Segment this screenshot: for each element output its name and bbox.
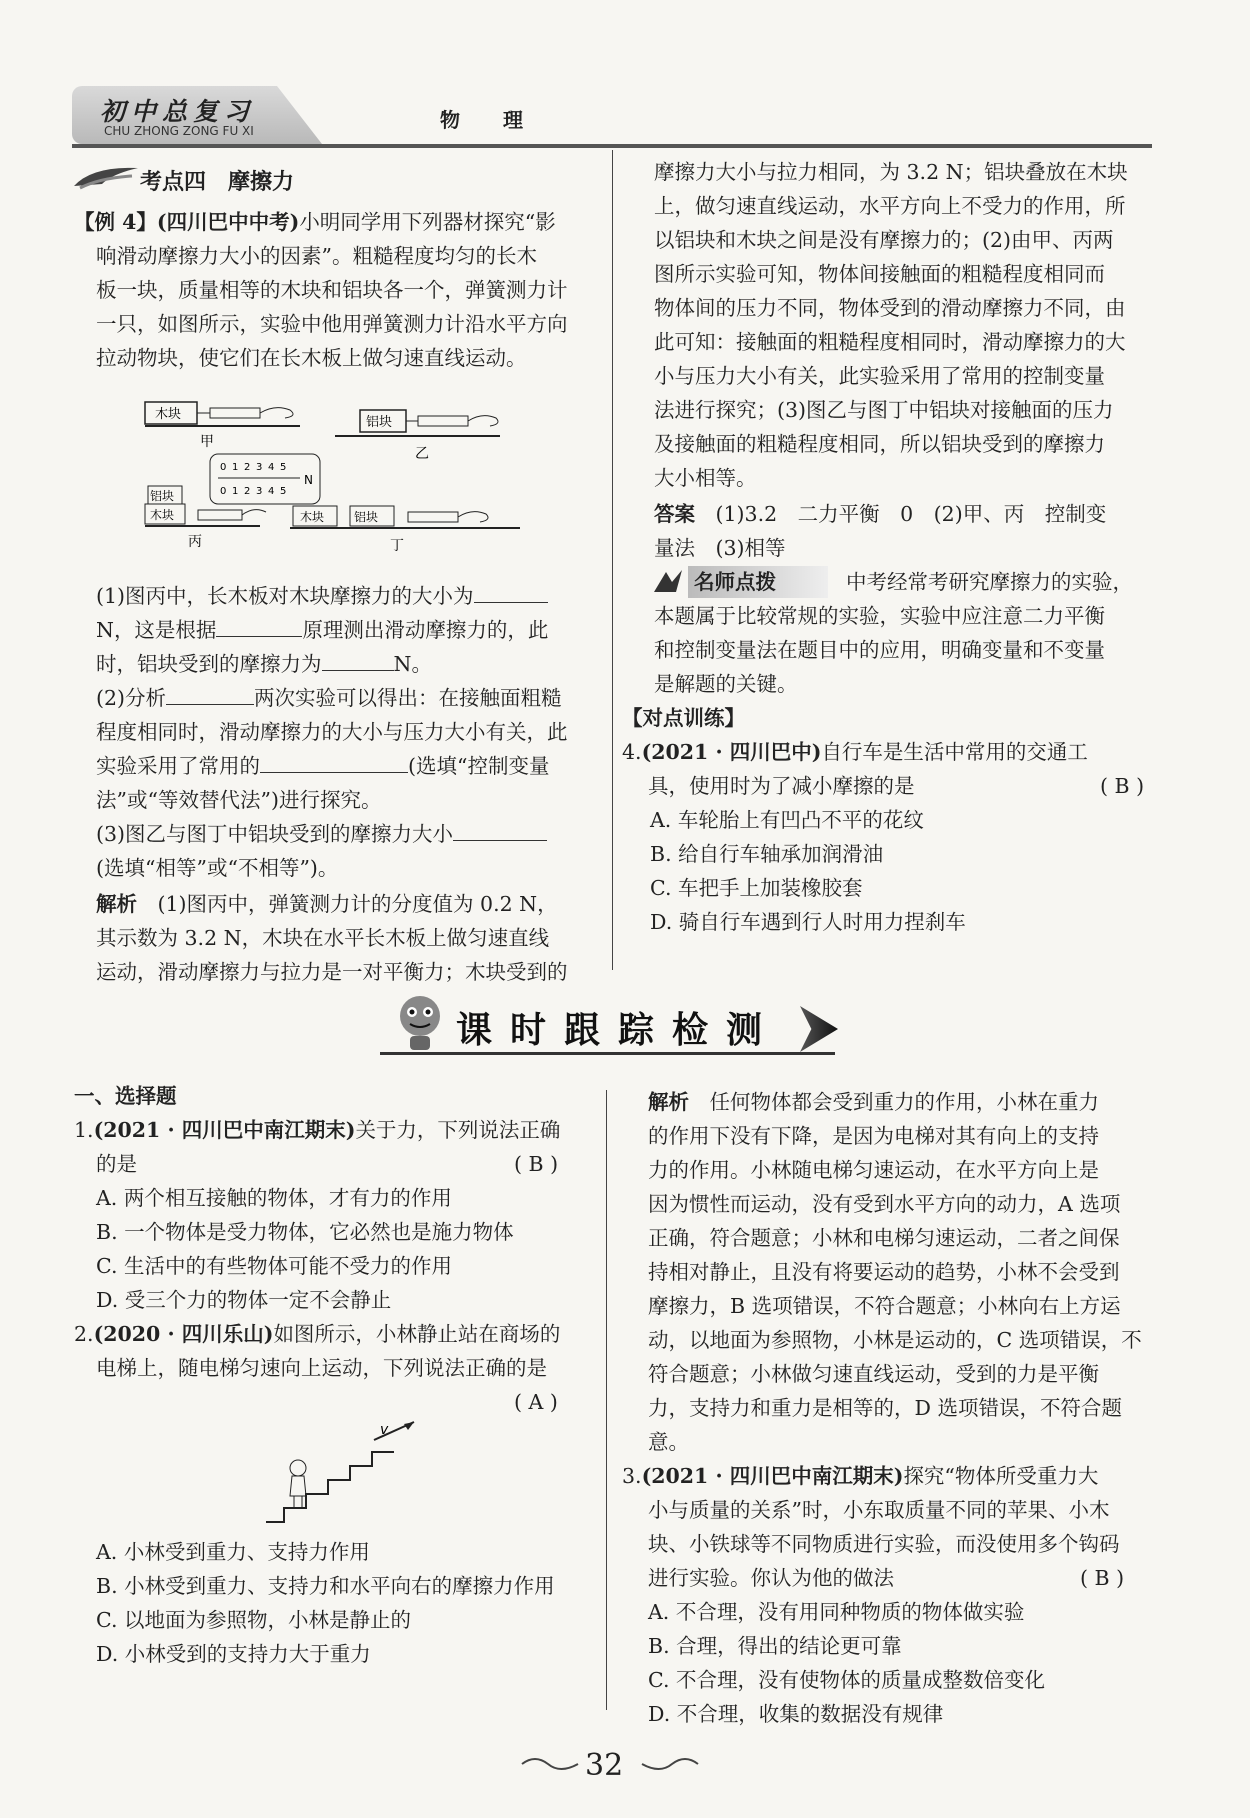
option: B. 一个物体是受力物体，它必然也是施力物体 [96,1220,514,1244]
answer-choice: ( B ) [514,1152,559,1176]
analysis: 解析 (1)图丙中，弹簧测力计的分度值为 0.2 N， [96,892,558,916]
analysis: 大小相等。 [654,466,757,490]
analysis: 的作用下没有下降，是因为电梯对其有向上的支持 [648,1124,1099,1148]
spring-scale [210,408,260,418]
analysis: 此可知：接触面的粗糙程度相同时，滑动摩擦力的大 [654,330,1126,354]
subject-title: 物 理 [440,108,541,132]
option: B. 小林受到重力、支持力和水平向右的摩擦力作用 [96,1574,555,1598]
svg-text:2: 2 [244,486,251,497]
analysis: 因为惯性而运动，没有受到水平方向的动力，A 选项 [648,1192,1121,1216]
option: D. 骑自行车遇到行人时用力捏刹车 [650,910,966,934]
svg-text:乙: 乙 [415,446,429,462]
question-2: (2)分析 两次实验可以得出：在接触面粗糙 [96,682,562,715]
question-3: (选填“相等”或“不相等”)。 [96,856,339,880]
analysis: 及接触面的粗糙程度相同，所以铝块受到的摩擦力 [654,432,1105,456]
ornament-left-icon [520,1752,580,1776]
svg-text:v: v [380,1422,389,1438]
pen-icon [72,162,142,192]
ornament-right-icon [640,1752,700,1776]
svg-text:3: 3 [256,462,263,473]
tips-text: 本题属于比较常规的实验，实验中应注意二力平衡 [654,604,1105,628]
column-divider [606,1090,607,1710]
analysis: 正确，符合题意；小林和电梯匀速运动，二者之间保 [648,1226,1120,1250]
exercise-question-3: 3.(2021 · 四川巴中南江期末)探究“物体所受重力大 [622,1464,1099,1488]
svg-text:丁: 丁 [390,538,404,554]
option: C. 生活中的有些物体可能不受力的作用 [96,1254,452,1278]
answer-choice: ( A ) [514,1390,558,1414]
answer-choice: ( B ) [1100,774,1145,798]
training-question: 4.(2021 · 四川巴中)自行车是生活中常用的交通工 [622,740,1088,764]
training-label: 【对点训练】 [622,706,745,730]
exercise-question-1: 的是 [96,1152,137,1176]
tips-text: 是解题的关键。 [654,672,798,696]
question-1: (1)图丙中，长木板对木块摩擦力的大小为 [96,580,548,613]
question-2: 法”或“等效替代法”)进行探究。 [96,788,382,812]
mascot-icon [390,990,450,1056]
option: B. 合理，得出的结论更可靠 [648,1634,902,1658]
svg-text:0: 0 [220,462,227,473]
exercise-question-3: 块、小铁球等不同物质进行实验，而没使用多个钩码 [648,1532,1120,1556]
question-3: (3)图乙与图丁中铝块受到的摩擦力大小 [96,818,547,851]
svg-text:铝块: 铝块 [354,510,379,524]
analysis: 意。 [648,1430,689,1454]
example-text: 一只，如图所示，实验中他用弹簧测力计沿水平方向 [96,312,568,336]
exercise-question-2: 2.(2020 · 四川乐山)如图所示，小林静止站在商场的 [74,1322,561,1346]
tips-text: 和控制变量法在题目中的应用，明确变量和不变量 [654,638,1105,662]
escalator-figure [264,1420,424,1526]
exercise-question-1: 1.(2021 · 四川巴中南江期末)关于力，下列说法正确 [74,1118,561,1142]
answer: 量法 (3)相等 [654,536,786,560]
analysis: 摩擦力，B 选项错误，不符合题意；小林向右上方运 [648,1294,1121,1318]
analysis: 解析 任何物体都会受到重力的作用，小林在重力 [648,1090,1099,1114]
question-2: 程度相同时，滑动摩擦力的大小与压力大小有关，此 [96,720,568,744]
svg-text:木块: 木块 [300,510,325,524]
option: C. 车把手上加装橡胶套 [650,876,863,900]
svg-text:木块: 木块 [150,508,175,522]
analysis: 摩擦力大小与拉力相同，为 3.2 N；铝块叠放在木块 [654,160,1128,184]
analysis: 运动，滑动摩擦力与拉力是一对平衡力；木块受到的 [96,960,568,984]
book-subtitle: CHU ZHONG ZONG FU XI [104,124,254,138]
option: C. 不合理，没有使物体的质量成整数倍变化 [648,1668,1045,1692]
exercise-question-3: 进行实验。你认为他的做法 [648,1566,894,1590]
question-1: N，这是根据 原理测出滑动摩擦力的，此 [96,614,548,647]
analysis: 其示数为 3.2 N，木块在水平长木板上做匀速直线 [96,926,550,950]
example-text: 响滑动摩擦力大小的因素”。粗糙程度均匀的长木 [96,244,537,268]
exercise-question-3: 小与质量的关系”时，小东取质量不同的苹果、小木 [648,1498,1110,1522]
option: C. 以地面为参照物，小林是静止的 [96,1608,411,1632]
tips-text: 中考经常考研究摩擦力的实验， [846,570,1133,594]
option: A. 车轮胎上有凹凸不平的花纹 [650,808,924,832]
training-question: 具，使用时为了减小摩擦的是 [648,774,915,798]
example-heading: 【例 4】(四川巴中中考)小明同学用下列器材探究“影 [74,210,556,234]
analysis: 动，以地面为参照物，小林是运动的，C 选项错误，不 [648,1328,1142,1352]
svg-text:铝块: 铝块 [150,489,175,503]
option: A. 不合理，没有用同种物质的物体做实验 [648,1600,1025,1624]
example-text: 板一块，质量相等的木块和铝块各一个，弹簧测力计 [96,278,568,302]
section-banner-title: 课时跟踪检测 [456,1010,781,1051]
option: B. 给自行车轴承加润滑油 [650,842,884,866]
analysis: 以铝块和木块之间是没有摩擦力的；(2)由甲、丙两 [654,228,1114,252]
svg-text:5: 5 [280,486,287,497]
banner-rule [380,1052,835,1055]
option: D. 不合理，收集的数据没有规律 [648,1702,944,1726]
option: D. 受三个力的物体一定不会静止 [96,1288,392,1312]
analysis: 持相对静止，且没有将要运动的趋势，小林不会受到 [648,1260,1120,1284]
svg-text:5: 5 [280,462,287,473]
header-rule [72,144,1152,148]
svg-text:1: 1 [232,486,239,497]
analysis: 法进行探究；(3)图乙与图丁中铝块对接触面的压力 [654,398,1114,422]
friction-experiment-figure [140,396,560,566]
book-title: 初中总复习 [100,97,256,126]
exercise-question-2: 电梯上，随电梯匀速向上运动，下列说法正确的是 [96,1356,547,1380]
page-number: 32 [585,1748,624,1783]
answer-choice: ( B ) [1080,1566,1125,1590]
tips-label: 名师点拨 [694,570,776,594]
svg-text:2: 2 [244,462,251,473]
analysis: 力，支持力和重力是相等的，D 选项错误，不符合题 [648,1396,1122,1420]
question-1: 时，铝块受到的摩擦力为 N。 [96,648,432,681]
svg-text:丙: 丙 [188,534,202,550]
option: D. 小林受到的支持力大于重力 [96,1642,371,1666]
svg-text:N: N [304,473,313,487]
svg-text:铝块: 铝块 [366,415,393,430]
svg-text:4: 4 [268,486,275,497]
option: A. 小林受到重力、支持力作用 [96,1540,370,1564]
svg-text:3: 3 [256,486,263,497]
exercise-section: 一、选择题 [74,1084,177,1108]
svg-text:1: 1 [232,462,239,473]
analysis: 小与压力大小有关，此实验采用了常用的控制变量 [654,364,1105,388]
tips-icon [652,568,686,596]
analysis: 力的作用。小林随电梯匀速运动，在水平方向上是 [648,1158,1099,1182]
example-text: 拉动物块，使它们在长木板上做匀速直线运动。 [96,346,527,370]
analysis: 上，做匀速直线运动，水平方向上不受力的作用，所 [654,194,1126,218]
section-title: 考点四 摩擦力 [140,170,295,195]
analysis: 物体间的压力不同，物体受到的滑动摩擦力不同，由 [654,296,1126,320]
svg-text:0: 0 [220,486,227,497]
svg-text:4: 4 [268,462,275,473]
analysis: 符合题意；小林做匀速直线运动，受到的力是平衡 [648,1362,1099,1386]
banner-chevron-icon [800,1006,838,1052]
option: A. 两个相互接触的物体，才有力的作用 [96,1186,452,1210]
svg-text:木块: 木块 [155,407,182,422]
hand-icon [260,408,293,418]
column-divider [612,150,613,970]
analysis: 图所示实验可知，物体间接触面的粗糙程度相同而 [654,262,1105,286]
answer: 答案 (1)3.2 二力平衡 0 (2)甲、丙 控制变 [654,502,1107,526]
svg-text:甲: 甲 [200,434,214,450]
question-2: 实验采用了常用的 (选填“控制变量 [96,750,549,783]
